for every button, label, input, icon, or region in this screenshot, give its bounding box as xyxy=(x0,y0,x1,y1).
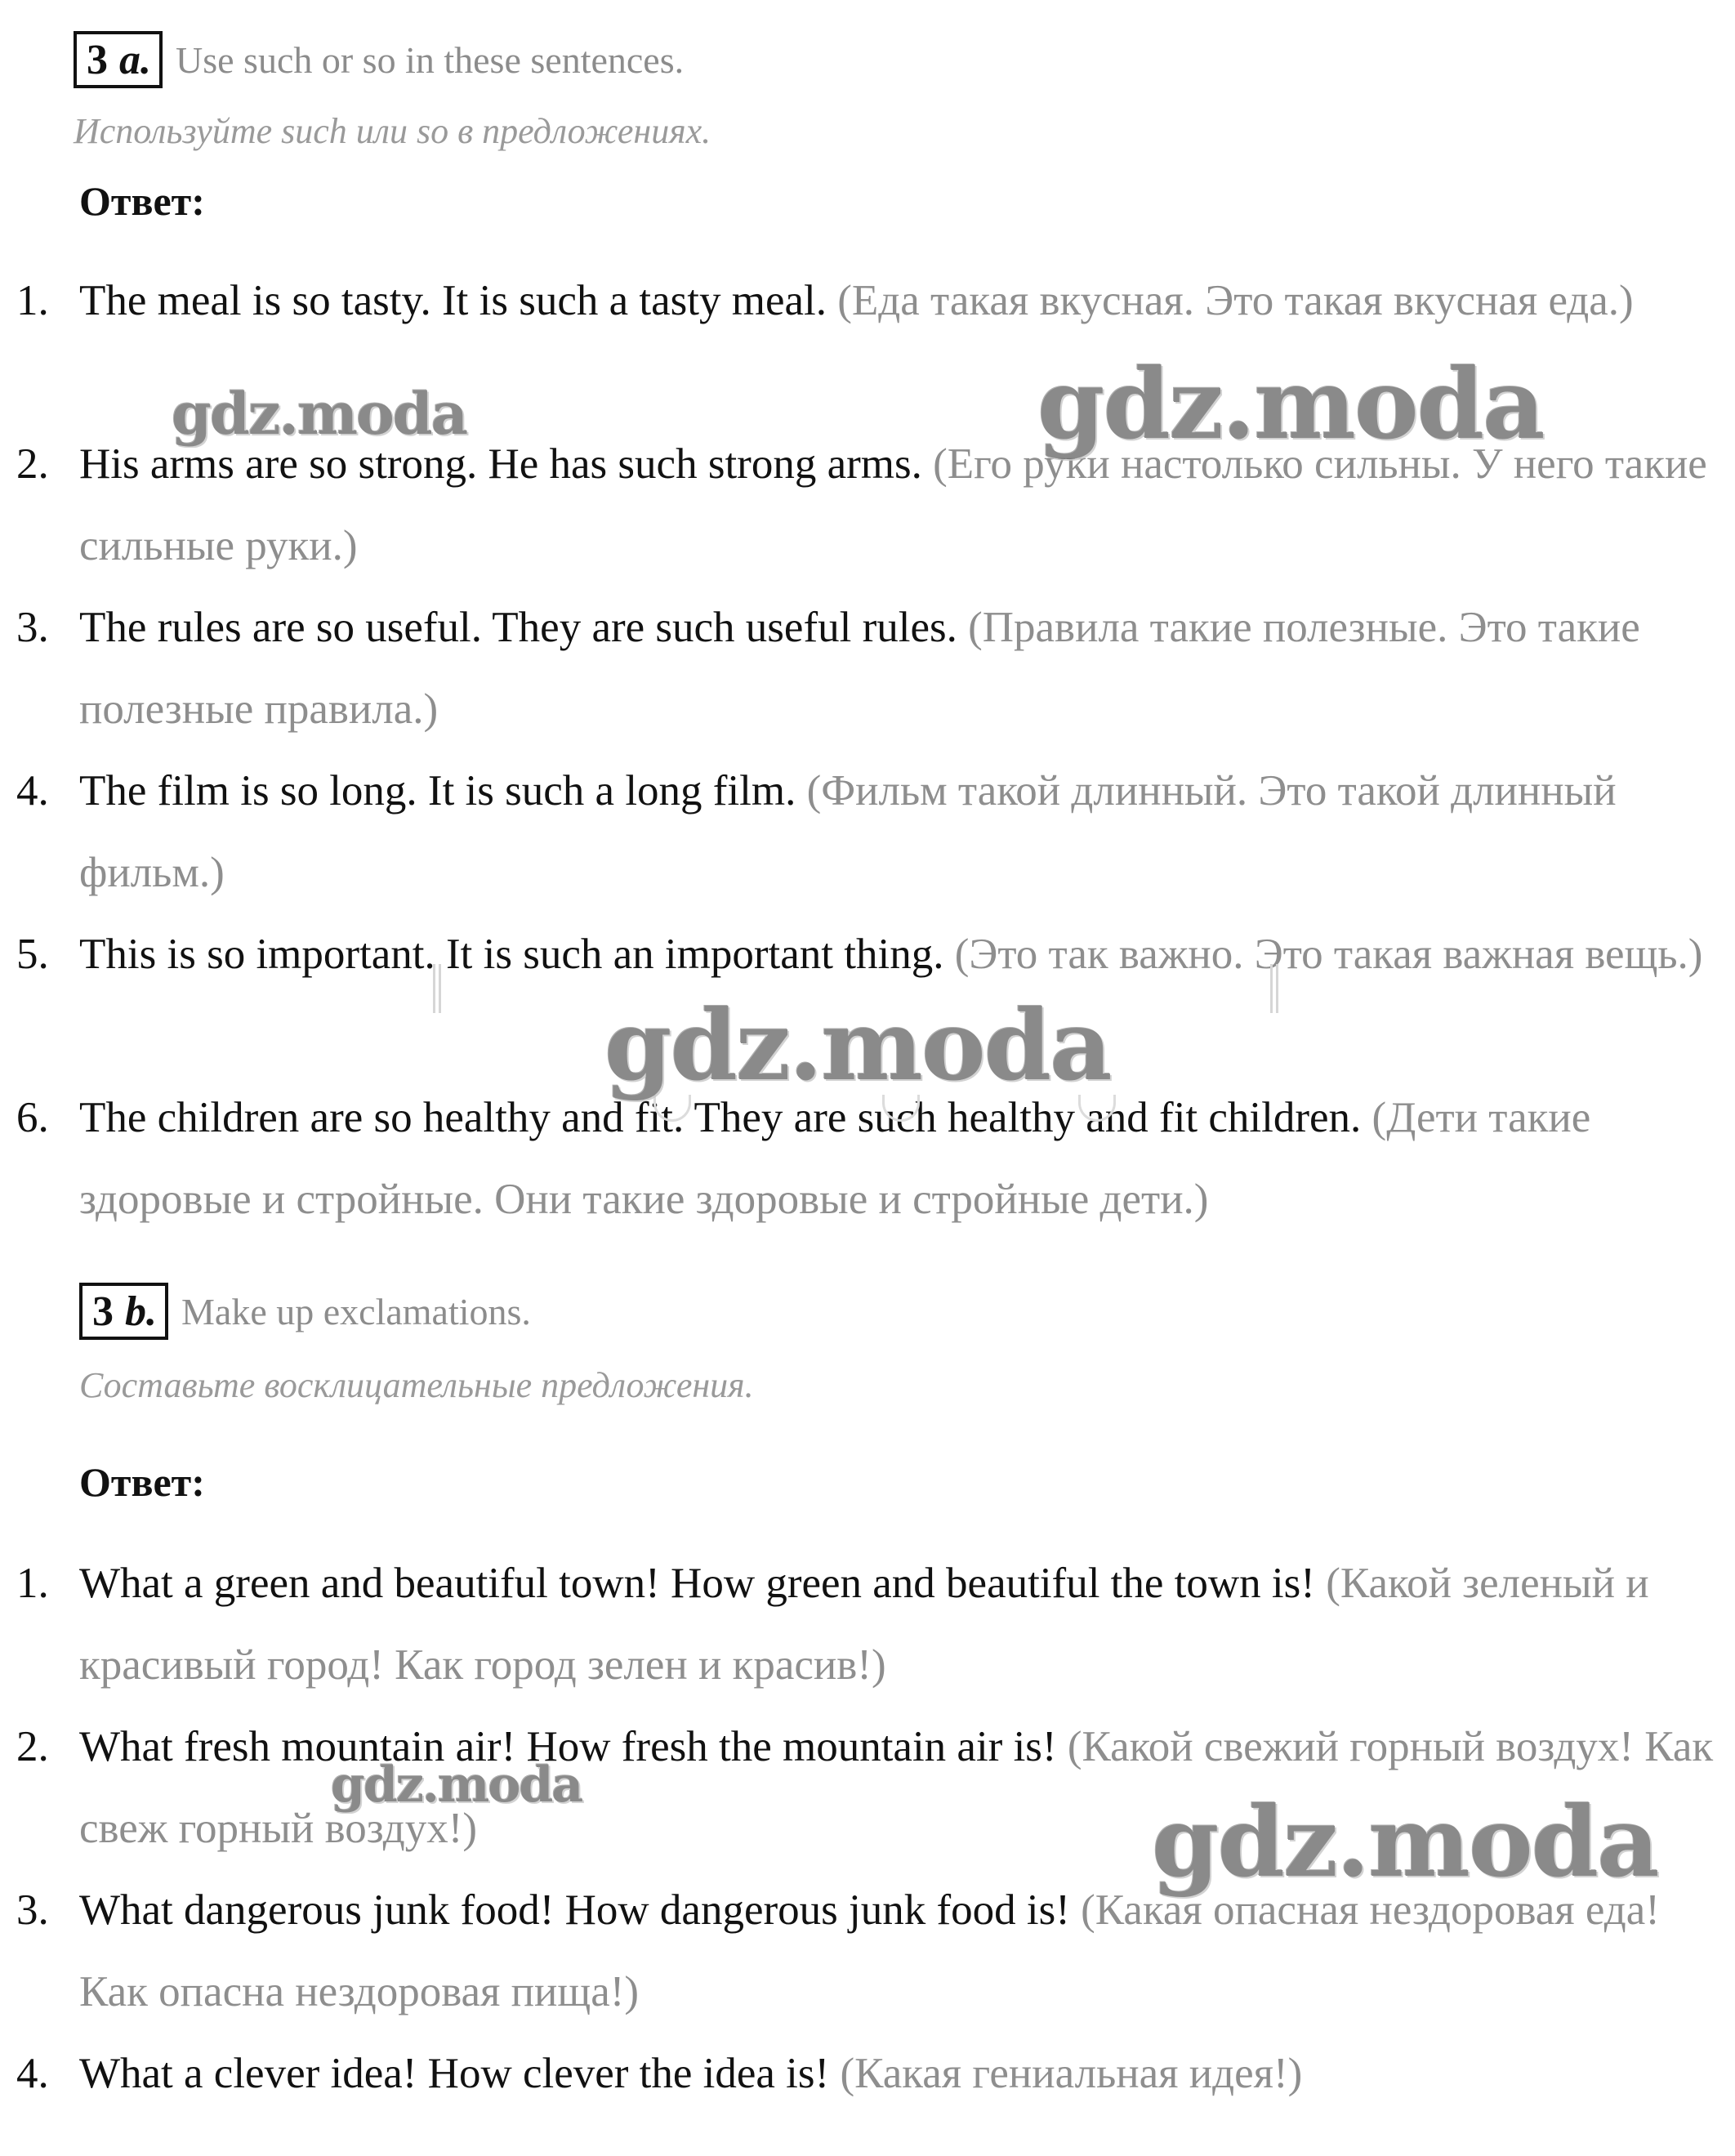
answer-russian: (Фильм такой длинный. Это такой длинный фильм.) xyxy=(79,767,1617,896)
watermark: gdz.moda xyxy=(1152,1785,1658,1899)
answer-english: What fresh mountain air! How fresh the mountain air is! xyxy=(79,1723,1057,1770)
instruction-translation: Составьте восклицательные предложения. xyxy=(79,1365,754,1405)
badge-letter: a. xyxy=(119,37,151,83)
watermark: gdz.moda xyxy=(331,1756,582,1814)
item-number: 2. xyxy=(16,440,49,488)
watermark: gdz.moda xyxy=(172,380,467,448)
badge-letter: b. xyxy=(125,1288,157,1335)
answer-english: What a clever idea! How clever the idea is! xyxy=(79,2050,830,2097)
exercise-badge-3a xyxy=(74,31,163,88)
instruction-text: Make up exclamations. xyxy=(181,1290,531,1332)
answer-russian: (Еда такая вкусная. Это такая вкусная еда.) xyxy=(837,277,1634,324)
item-number: 2. xyxy=(16,1723,49,1770)
answer-russian: (Его руки настолько сильны. У него такие сильные руки.) xyxy=(79,440,1707,569)
answer-english: What a green and beautiful town! How green and beautiful the town is! xyxy=(79,1560,1315,1607)
ghost-stroke xyxy=(433,964,441,1013)
badge-number: 3 xyxy=(92,1288,114,1335)
item-number: 1. xyxy=(16,1560,49,1607)
exercise-badge-3b xyxy=(79,1283,168,1340)
badge-number: 3 xyxy=(87,37,108,83)
answer-english: This is so important. It is such an important thing. xyxy=(79,931,944,978)
answer-russian: (Какой свежий горный воздух! Как свеж горный воздух!) xyxy=(79,1723,1714,1852)
answer-russian: (Какая гениальная идея!) xyxy=(840,2050,1303,2097)
item-number: 4. xyxy=(16,2050,49,2097)
ghost-stroke xyxy=(1270,964,1278,1013)
section-b-header xyxy=(79,1283,531,1340)
answer-english: What dangerous junk food! How dangerous junk food is! xyxy=(79,1886,1070,1934)
item-number: 1. xyxy=(16,277,49,324)
item-number: 6. xyxy=(16,1094,49,1141)
answer-english: The film is so long. It is such a long film. xyxy=(79,767,796,815)
watermark: gdz.moda xyxy=(1037,347,1544,461)
answer-russian: (Дети такие здоровые и стройные. Они такие здоровые и стройные дети.) xyxy=(79,1094,1591,1223)
watermark: gdz.moda xyxy=(604,989,1111,1102)
answer-english: The children are so healthy and fit. They are such healthy and fit children. xyxy=(79,1094,1362,1141)
answer-english: His arms are so strong. He has such strong arms. xyxy=(79,440,922,488)
instruction-translation: Используйте such или so в предложениях. xyxy=(74,111,711,151)
answer-russian: (Это так важно. Это такая важная вещь.) xyxy=(954,931,1703,978)
item-number: 5. xyxy=(16,931,49,978)
answer-label: Ответ: xyxy=(79,178,205,224)
answer-russian: (Какой зеленый и красивый город! Как город зелен и красив!) xyxy=(79,1560,1649,1689)
item-number: 3. xyxy=(16,1886,49,1934)
instruction-text: Use such or so in these sentences. xyxy=(176,38,685,81)
answer-english: The meal is so tasty. It is such a tasty meal. xyxy=(79,277,827,324)
answer-english: The rules are so useful. They are such useful rules. xyxy=(79,604,957,651)
answer-russian: (Какая опасная нездоровая еда! Как опасна нездоровая пища!) xyxy=(79,1886,1660,2015)
answer-russian: (Правила такие полезные. Это такие полезные правила.) xyxy=(79,604,1640,733)
item-number: 3. xyxy=(16,604,49,651)
item-number: 4. xyxy=(16,767,49,815)
answer-label: Ответ: xyxy=(79,1459,205,1505)
section-a-header xyxy=(74,31,684,88)
